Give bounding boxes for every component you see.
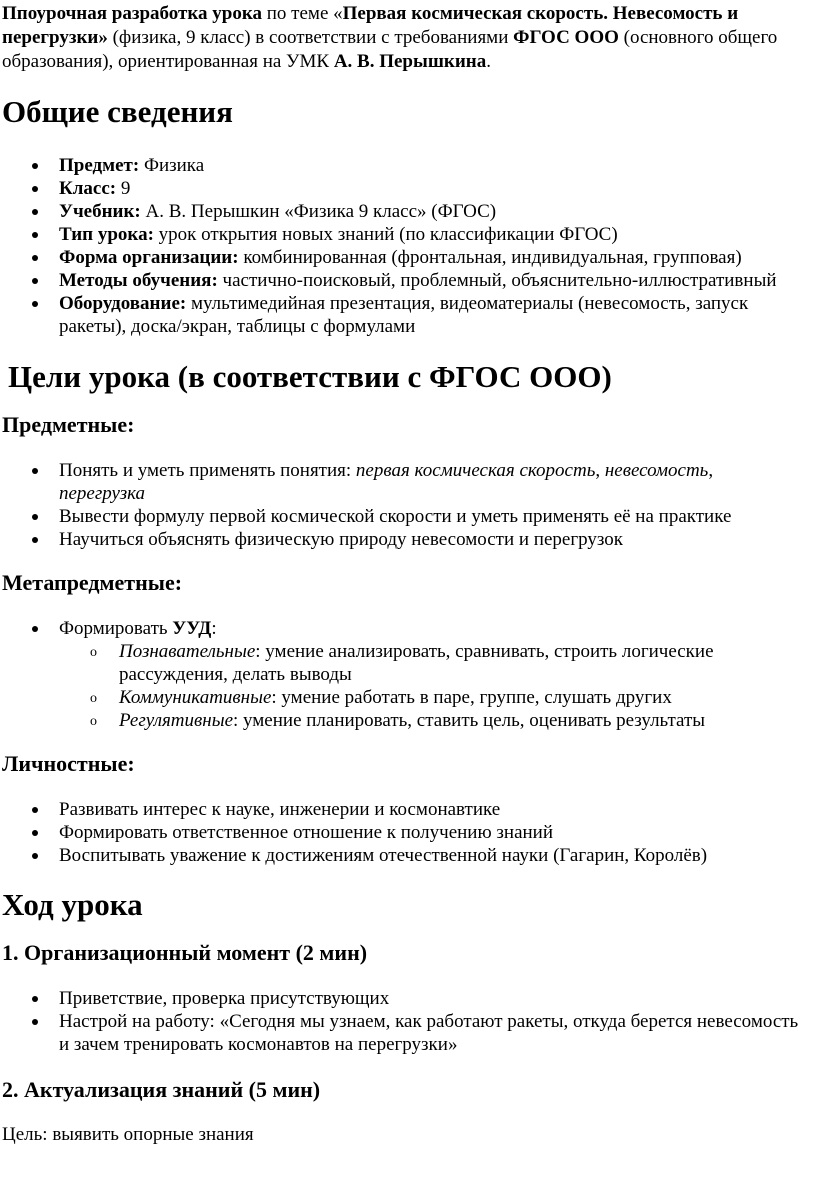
item-value: А. В. Перышкин «Физика 9 класс» (ФГОС)	[140, 201, 497, 222]
intro-doc-type: Ппоурочная разработка урока	[2, 3, 263, 24]
item-label: Класс:	[59, 178, 117, 199]
item-label: Оборудование:	[59, 293, 187, 314]
item-label: Учебник:	[59, 201, 141, 222]
heading-lesson-course: Ход урока	[2, 887, 143, 922]
item-label: Методы обучения:	[59, 270, 218, 291]
list-item: Формировать ответственное отношение к получению знаний	[2, 821, 810, 844]
item-label: Предмет:	[59, 155, 140, 176]
item-value: частично-поисковый, проблемный, объяснительно-иллюстративный	[217, 270, 777, 291]
list-item	[2, 246, 810, 269]
item-text: Понять и уметь применять понятия:	[59, 460, 356, 481]
term: перегрузка	[59, 483, 146, 504]
list-item: Развивать интерес к науке, инженерии и космонавтике	[2, 798, 810, 821]
list-item	[2, 269, 810, 292]
item-text: Формировать	[59, 618, 173, 639]
item-label: Тип урока:	[59, 224, 154, 245]
item-value: 9	[116, 178, 131, 199]
item-value: мультимедийная презентация, видеоматериалы (невесомость, запуск ракеты), доска/экран, таблицы с формулами	[59, 293, 749, 337]
list-item: Вывести формулу первой космической скорости и уметь применять её на практике	[2, 505, 810, 528]
heading-personal-goals: Личностные:	[2, 751, 135, 776]
heading-goals: Цели урока (в соответствии с ФГОС ООО)	[8, 359, 612, 394]
list-item	[2, 617, 810, 640]
list-item	[2, 459, 810, 505]
item-text: : умение работать в паре, группе, слушать других	[271, 687, 672, 708]
item-text: : умение анализировать, сравнивать, строить логические рассуждения, делать выводы	[119, 641, 714, 685]
list-item	[2, 200, 810, 223]
item-value: комбинированная (фронтальная, индивидуальная, групповая)	[238, 247, 742, 268]
heading-general-info: Общие сведения	[2, 94, 233, 129]
sub-list-item	[2, 640, 810, 686]
item-label: Форма организации:	[59, 247, 239, 268]
intro-text: по теме «	[262, 3, 343, 24]
stage-1-list	[2, 987, 810, 1056]
intro-text: (физика, 9 класс) в соответствии с требованиями	[107, 27, 514, 48]
item-value: урок открытия новых знаний (по классификации ФГОС)	[153, 224, 618, 245]
list-item	[2, 292, 810, 338]
stage-2-goal: Цель: выявить опорные знания	[2, 1124, 254, 1145]
item-text: ,	[708, 460, 714, 481]
list-item: Научиться объяснять физическую природу невесомости и перегрузок	[2, 528, 810, 551]
intro-topic: Первая космическая скорость. Невесомость и перегрузки»	[2, 3, 739, 48]
meta-goals-list	[2, 617, 810, 732]
sub-list-item	[2, 709, 810, 732]
list-item	[2, 177, 810, 200]
term: Регулятивные	[119, 710, 233, 731]
intro-text: .	[486, 51, 491, 72]
item-value: Физика	[139, 155, 205, 176]
list-item: Воспитывать уважение к достижениям отечественной науки (Гагарин, Королёв)	[2, 844, 810, 867]
term: первая космическая скорость	[355, 460, 596, 481]
heading-stage-2: 2. Актуализация знаний (5 мин)	[2, 1077, 321, 1102]
subject-goals-list	[2, 459, 810, 551]
heading-stage-1: 1. Организационный момент (2 мин)	[2, 940, 368, 965]
intro-text: (основного общего образования), ориентированная на УМК	[2, 27, 778, 72]
item-text: : умение планировать, ставить цель, оценивать результаты	[233, 710, 706, 731]
list-item: Приветствие, проверка присутствующих	[2, 987, 810, 1010]
item-text: ,	[595, 460, 605, 481]
intro-paragraph	[2, 0, 810, 74]
intro-author: А. В. Перышкина	[333, 51, 487, 72]
personal-goals-list	[2, 798, 810, 867]
term: Познавательные	[119, 641, 256, 662]
list-item: Настрой на работу: «Сегодня мы узнаем, как работают ракеты, откуда берется невесомость и зачем тренировать космонавтов на перегрузки»	[2, 1010, 810, 1056]
heading-subject-goals: Предметные:	[2, 412, 135, 437]
list-item	[2, 154, 810, 177]
sub-list-item	[2, 686, 810, 709]
item-text: :	[211, 618, 217, 639]
list-item	[2, 223, 810, 246]
term: Коммуникативные	[119, 687, 272, 708]
general-info-list	[2, 154, 810, 338]
heading-meta-goals: Метапредметные:	[2, 570, 183, 595]
intro-standard: ФГОС ООО	[513, 27, 619, 48]
item-bold: УУД	[172, 618, 212, 639]
term: невесомость	[604, 460, 709, 481]
